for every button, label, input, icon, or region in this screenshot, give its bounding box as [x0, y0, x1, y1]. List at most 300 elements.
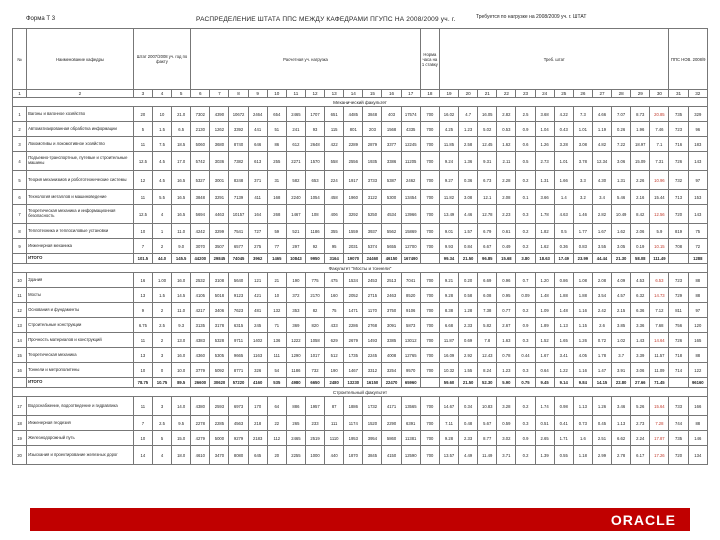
cell-value: 16.05 [478, 107, 497, 122]
cell-value: 8.24 [478, 363, 497, 378]
column-number: 28 [612, 90, 631, 98]
cell-value: 11 [133, 137, 152, 152]
cell-value: 10 [267, 288, 286, 303]
cell-value: 700 [420, 137, 439, 152]
total-value: 89.5 [172, 378, 191, 388]
cell-value: 8.77 [478, 431, 497, 446]
cell-value: 5000 [210, 431, 229, 446]
cell-value: 245 [248, 318, 267, 333]
cell-value: 14.0 [172, 397, 191, 416]
cell-value: 11.87 [439, 333, 458, 348]
cell-value: 3.41 [554, 348, 573, 363]
cell-value: 4 [152, 446, 171, 465]
distribution-table [12, 28, 708, 465]
cell-value: 421 [248, 288, 267, 303]
cell-value: 1.71 [554, 431, 573, 446]
cell-value: 718 [669, 348, 688, 363]
cell-value: 2.5 [516, 107, 535, 122]
cell-value: 1.23 [459, 122, 478, 137]
cell-value: 735 [669, 107, 688, 122]
cell-value: 7.68 [650, 318, 669, 333]
cell-value: 10157 [229, 205, 248, 224]
cell-value: 16.0 [172, 348, 191, 363]
cell-value: 54 [267, 363, 286, 378]
cell-value: 521 [286, 224, 305, 239]
cell-value: 2 [152, 239, 171, 254]
cell-value: 0.84 [459, 239, 478, 254]
cell-value: 3291 [210, 190, 229, 205]
section-title-row [13, 388, 708, 397]
cell-value: 326 [248, 363, 267, 378]
total-value: 24460 [363, 254, 382, 264]
cell-value: 2.15 [612, 303, 631, 318]
table-row [13, 122, 708, 137]
cell-value: 0.45 [592, 416, 611, 431]
cell-value: 268 [267, 205, 286, 224]
total-value: 17.49 [554, 254, 573, 264]
cell-value: 11.82 [439, 190, 458, 205]
cell-value: 645 [248, 446, 267, 465]
cell-value: 2.23 [497, 205, 516, 224]
cell-value: 7.38 [478, 303, 497, 318]
cell-value: 16.09 [439, 348, 458, 363]
total-value: 74045 [229, 254, 248, 264]
department-name: Вагоны и вагонное хозяйство [27, 107, 134, 122]
total-value: 21.50 [459, 378, 478, 388]
cell-value: 820 [305, 318, 324, 333]
cell-value: 18.5 [172, 137, 191, 152]
row-number: 4 [13, 152, 27, 171]
cell-value: 92 [305, 239, 324, 254]
cell-value: 13.0 [172, 333, 191, 348]
cell-value: 0.2 [516, 239, 535, 254]
column-number: 16 [382, 90, 401, 98]
cell-value: 165 [688, 333, 707, 348]
header-norm: Норма часа на 1 ставку [420, 29, 439, 90]
cell-value: 3.55 [592, 239, 611, 254]
column-number: 17 [401, 90, 420, 98]
cell-value: 7623 [229, 303, 248, 318]
cell-value: 735 [669, 431, 688, 446]
cell-value: 558 [325, 152, 344, 171]
column-number: 29 [631, 90, 650, 98]
cell-value: 5060 [191, 137, 210, 152]
column-number: 30 [650, 90, 669, 98]
cell-value: 1.13 [573, 397, 592, 416]
cell-value: 5387 [382, 171, 401, 190]
cell-value: 16.5 [172, 205, 191, 224]
cell-value: 160 [325, 288, 344, 303]
cell-value: 723 [669, 122, 688, 137]
cell-value: 2.42 [592, 303, 611, 318]
cell-value: 1534 [344, 273, 363, 288]
cell-value: 1.5 [152, 122, 171, 137]
cell-value: 11.85 [439, 137, 458, 152]
cell-value: 2.28 [497, 171, 516, 190]
total-value: 9.45 [535, 378, 554, 388]
row-number: 2 [13, 122, 27, 137]
total-value: 0.75 [516, 378, 535, 388]
cell-value: 1.01 [554, 152, 573, 171]
cell-value: 3108 [210, 273, 229, 288]
cell-value: 0.41 [554, 416, 573, 431]
cell-value: 4360 [191, 348, 210, 363]
total-value: 44.0 [152, 254, 171, 264]
cell-value: 700 [420, 239, 439, 254]
cell-value: 1.26 [535, 137, 554, 152]
cell-value: 2.78 [612, 446, 631, 465]
row-number: 12 [13, 303, 27, 318]
cell-value: 1.46 [573, 205, 592, 224]
cell-value: 1.31 [612, 171, 631, 190]
department-name: Строительные конструкции [27, 318, 134, 333]
header-row [13, 29, 708, 90]
department-name: Изыскания и проектирование железных дорог [27, 446, 134, 465]
cell-value: 629 [325, 333, 344, 348]
cell-value: 136 [267, 333, 286, 348]
table-row [13, 273, 708, 288]
cell-value: 700 [420, 273, 439, 288]
total-value: 52.30 [478, 378, 497, 388]
cell-value: 6315 [229, 318, 248, 333]
cell-value: 6577 [229, 239, 248, 254]
cell-value: 5640 [229, 273, 248, 288]
section-title: Факультет "Мосты и тоннели" [13, 264, 708, 273]
total-value: 96160 [688, 378, 707, 388]
row-number: 5 [13, 171, 27, 190]
column-number: 11 [286, 90, 305, 98]
cell-value: 2.5 [152, 416, 171, 431]
total-value: 99.34 [439, 254, 458, 264]
cell-value: 1054 [305, 190, 324, 205]
total-value: 96.85 [478, 254, 497, 264]
cell-value: 1000 [305, 446, 324, 465]
cell-value: 2462 [401, 171, 420, 190]
total-value: 9.14 [554, 378, 573, 388]
cell-value: 7.31 [650, 152, 669, 171]
cell-value: 15.44 [650, 190, 669, 205]
cell-value: 9.28 [439, 431, 458, 446]
total-value: 27.66 [631, 378, 650, 388]
cell-value: 88 [688, 288, 707, 303]
cell-value: 11205 [401, 152, 420, 171]
cell-value: 8.38 [439, 303, 458, 318]
cell-value: 6.62 [612, 431, 631, 446]
cell-value: 1.00 [152, 273, 171, 288]
cell-value: 1.62 [612, 224, 631, 239]
cell-value: 1.28 [459, 303, 478, 318]
total-value: 2480 [325, 378, 344, 388]
cell-value: 1960 [344, 190, 363, 205]
cell-value: 11.09 [650, 363, 669, 378]
cell-value: 111 [267, 348, 286, 363]
cell-value: 6.73 [478, 171, 497, 190]
cell-value: 2.82 [592, 205, 611, 224]
cell-value: 3.39 [631, 348, 650, 363]
total-value: 3164 [325, 254, 344, 264]
table-row [13, 397, 708, 416]
cell-value: 6.67 [478, 239, 497, 254]
cell-value: 6.17 [631, 446, 650, 465]
cell-value: 7.3 [573, 107, 592, 122]
cell-value: 3.46 [612, 397, 631, 416]
cell-value: 1935 [363, 152, 382, 171]
cell-value: 6.75 [133, 318, 152, 333]
column-number: 6 [191, 90, 210, 98]
column-number: 2 [27, 90, 134, 98]
total-value: 14.15 [592, 378, 611, 388]
total-value: 22470 [382, 378, 401, 388]
cell-value: 1.6 [573, 431, 592, 446]
cell-value: 1 [152, 224, 171, 239]
cell-value: 11381 [401, 431, 420, 446]
total-value: 65960 [401, 378, 420, 388]
total-label: ИТОГО [27, 378, 134, 388]
cell-value: 275 [248, 239, 267, 254]
cell-value: 2463 [382, 288, 401, 303]
cell-value: 10 [133, 431, 152, 446]
row-number: 18 [13, 416, 27, 431]
cell-value: 1707 [305, 107, 324, 122]
column-number: 27 [592, 90, 611, 98]
cell-value: 1.15 [573, 318, 592, 333]
cell-value: 2679 [344, 333, 363, 348]
cell-value: 700 [420, 190, 439, 205]
cell-value: 2.92 [459, 348, 478, 363]
cell-value: 6973 [229, 397, 248, 416]
cell-value: 0.98 [554, 397, 573, 416]
cell-value: 700 [420, 171, 439, 190]
cell-value: 4485 [344, 107, 363, 122]
cell-value: 2271 [286, 152, 305, 171]
cell-value: 3.66 [535, 190, 554, 205]
cell-value: 819 [669, 224, 688, 239]
column-number: 24 [535, 90, 554, 98]
table-row [13, 224, 708, 239]
total-value: 4160 [248, 378, 267, 388]
column-number: 20 [459, 90, 478, 98]
cell-value: 0.3 [516, 333, 535, 348]
cell-value: 7 [133, 416, 152, 431]
cell-value: 12.34 [592, 152, 611, 171]
cell-value: 12.5 [133, 152, 152, 171]
cell-value: 732 [669, 171, 688, 190]
cell-value: 4.22 [554, 107, 573, 122]
cell-value: 726 [669, 152, 688, 171]
cell-value: 4.7 [459, 107, 478, 122]
cell-value: 3.71 [497, 446, 516, 465]
cell-value: 3292 [344, 205, 363, 224]
cell-value: 440 [325, 446, 344, 465]
cell-value: 4.63 [554, 205, 573, 224]
form-label: Форма Т 3 [26, 16, 56, 22]
cell-value: 2.67 [497, 318, 516, 333]
header-delta: ППС НОВ. 2008/9 [669, 29, 708, 90]
cell-value: 218 [248, 416, 267, 431]
cell-value: 700 [420, 363, 439, 378]
cell-value: 0.26 [612, 122, 631, 137]
cell-value: 10.96 [650, 171, 669, 190]
cell-value: 14.73 [650, 288, 669, 303]
cell-value: 0.53 [497, 122, 516, 137]
cell-value: 1.65 [554, 333, 573, 348]
cell-value: 2.24 [631, 431, 650, 446]
cell-value: 744 [669, 416, 688, 431]
cell-value: 3.78 [573, 152, 592, 171]
cell-value: 11.0 [172, 224, 191, 239]
cell-value: 9711 [229, 333, 248, 348]
cell-value: 5327 [191, 171, 210, 190]
cell-value: 2.33 [459, 431, 478, 446]
cell-value: 3.3 [573, 171, 592, 190]
cell-value: 8080 [229, 446, 248, 465]
cell-value: 77 [267, 239, 286, 254]
cell-value: 4150 [382, 446, 401, 465]
cell-value: 2286 [344, 318, 363, 333]
cell-value: 2532 [191, 273, 210, 288]
cell-value: 1186 [305, 224, 324, 239]
cell-value: 9.93 [439, 239, 458, 254]
cell-value: 15869 [401, 224, 420, 239]
cell-value: 1163 [248, 348, 267, 363]
cell-value: 3.08 [459, 190, 478, 205]
cell-value: 1.88 [573, 288, 592, 303]
cell-value: 88 [688, 273, 707, 288]
cell-value: 0.44 [516, 348, 535, 363]
column-numbers-row [13, 90, 708, 98]
cell-value: 8.42 [631, 205, 650, 224]
department-name: Водоснабжение, водоотведение и гидравлика [27, 397, 134, 416]
cell-value: 700 [420, 224, 439, 239]
cell-value: 12.5 [133, 205, 152, 224]
cell-value: 72 [688, 239, 707, 254]
cell-value: 700 [420, 288, 439, 303]
total-value: 535 [267, 378, 286, 388]
cell-value: 4.25 [439, 122, 458, 137]
cell-value: 11 [133, 333, 152, 348]
cell-value: 0.95 [497, 288, 516, 303]
cell-value: 1110 [325, 431, 344, 446]
cell-value: 0.96 [497, 273, 516, 288]
column-number: 15 [363, 90, 382, 98]
total-value: 58.08 [631, 254, 650, 264]
cell-value: 4.49 [459, 446, 478, 465]
total-value: 4980 [286, 378, 305, 388]
cell-value: 720 [669, 446, 688, 465]
cell-value: 9.27 [439, 171, 458, 190]
cell-value: 166 [688, 397, 707, 416]
cell-value: 1.36 [459, 152, 478, 171]
cell-value: 0.55 [554, 446, 573, 465]
cell-value: 5092 [210, 363, 229, 378]
cell-value: 1.62 [497, 137, 516, 152]
cell-value: 12.45 [478, 137, 497, 152]
cell-value: 0.48 [459, 416, 478, 431]
cell-value: 5873 [401, 318, 420, 333]
cell-value: 886 [286, 397, 305, 416]
cell-value: 369 [286, 318, 305, 333]
cell-value: 7.11 [439, 416, 458, 431]
total-value: 22.80 [612, 378, 631, 388]
cell-value: 1.67 [592, 224, 611, 239]
column-number: 25 [554, 90, 573, 98]
cell-value: 2245 [363, 348, 382, 363]
row-number: 16 [13, 363, 27, 378]
cell-value: 75 [325, 303, 344, 318]
cell-value: 265 [286, 416, 305, 431]
cell-value: 3.85 [612, 318, 631, 333]
cell-value: 1.43 [631, 333, 650, 348]
cell-value: 1290 [286, 348, 305, 363]
cell-value: 3.68 [535, 107, 554, 122]
cell-value: 7.1 [650, 137, 669, 152]
cell-value: 7.22 [612, 137, 631, 152]
cell-value: 3392 [229, 122, 248, 137]
cell-value: 3845 [363, 446, 382, 465]
row-number: 3 [13, 137, 27, 152]
total-value: 111.49 [650, 254, 669, 264]
cell-value: 183 [688, 137, 707, 152]
cell-value: 13966 [401, 205, 420, 224]
cell-value: 9 [133, 303, 152, 318]
cell-value: 3.05 [612, 239, 631, 254]
cell-value: 0.5 [516, 152, 535, 171]
total-value: 10843 [286, 254, 305, 264]
cell-value: 10.0 [172, 363, 191, 378]
cell-value: 2 [152, 333, 171, 348]
table-row [13, 107, 708, 122]
cell-value: 700 [420, 416, 439, 431]
cell-value: 2556 [344, 152, 363, 171]
cell-value: 1.4 [554, 190, 573, 205]
cell-value: 5250 [363, 205, 382, 224]
cell-value: 355 [325, 224, 344, 239]
total-value: 3.80 [516, 254, 535, 264]
cell-value: 4171 [382, 397, 401, 416]
cell-value: 2.6 [592, 318, 611, 333]
cell-value: 733 [669, 397, 688, 416]
cell-value: 1568 [382, 122, 401, 137]
cell-value: 0.19 [631, 239, 650, 254]
cell-value: 16.5 [172, 190, 191, 205]
cell-value: 654 [267, 107, 286, 122]
cell-value: 7.12 [650, 303, 669, 318]
cell-value: 5300 [382, 190, 401, 205]
cell-value: 2290 [382, 416, 401, 431]
cell-value: 5.82 [478, 318, 497, 333]
cell-value: 1.88 [554, 288, 573, 303]
total-value: 18.63 [535, 254, 554, 264]
column-number: 3 [133, 90, 152, 98]
cell-value: 1174 [344, 416, 363, 431]
cell-value: 726 [669, 333, 688, 348]
cell-value: 3680 [210, 137, 229, 152]
cell-value: 4.46 [459, 205, 478, 224]
row-number: 13 [13, 318, 27, 333]
column-number: 19 [439, 90, 458, 98]
cell-value: 146 [688, 431, 707, 446]
row-number: 1 [13, 107, 27, 122]
department-name: Основания и фундаменты [27, 303, 134, 318]
row-number: 11 [13, 288, 27, 303]
cell-value: 4463 [210, 205, 229, 224]
total-value [669, 378, 688, 388]
cell-value: 3 [152, 348, 171, 363]
cell-value: 82 [305, 303, 324, 318]
cell-value: 164 [248, 205, 267, 224]
cell-value: 153 [688, 190, 707, 205]
cell-value: 2052 [344, 288, 363, 303]
